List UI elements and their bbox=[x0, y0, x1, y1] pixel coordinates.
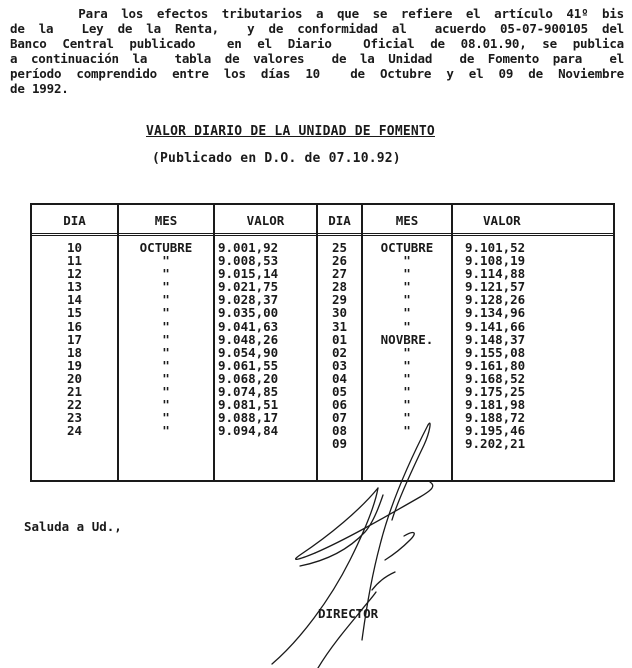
cell-dia: 19 bbox=[66, 357, 83, 373]
cell-valor: 9.101,52 bbox=[465, 240, 526, 255]
cell-mes: " bbox=[162, 397, 170, 413]
cell-dia: 06 bbox=[331, 397, 348, 413]
cell-valor: 9.061,55 bbox=[218, 357, 279, 373]
cell-valor: 9.041,63 bbox=[218, 318, 279, 334]
cell-mes: " bbox=[162, 370, 170, 386]
cell-dia: 22 bbox=[66, 397, 83, 413]
cell-mes: " bbox=[403, 423, 411, 439]
cell-dia: 23 bbox=[66, 410, 83, 426]
cell-mes: " bbox=[162, 253, 170, 269]
header-valor-left: VALOR bbox=[246, 213, 285, 228]
intro-line: período comprendido entre los días 10 de Octubre y el 09 de Noviembre bbox=[10, 66, 624, 81]
signature-title: DIRECTOR bbox=[318, 606, 379, 621]
cell-valor: 9.128,26 bbox=[465, 292, 526, 308]
cell-valor: 9.048,26 bbox=[218, 331, 279, 347]
cell-mes: " bbox=[162, 357, 170, 373]
cell-dia: 07 bbox=[331, 410, 348, 426]
cell-mes: " bbox=[162, 279, 170, 295]
cell-dia: 20 bbox=[66, 370, 83, 386]
cell-mes: " bbox=[403, 397, 411, 413]
cell-dia: 01 bbox=[331, 331, 348, 347]
intro-line: Banco Central publicado en el Diario Oficial de 08.01.90, se publica bbox=[10, 36, 624, 51]
cell-mes: " bbox=[162, 344, 170, 360]
cell-valor: 9.074,85 bbox=[218, 384, 279, 400]
cell-dia: 28 bbox=[331, 279, 348, 295]
cell-valor: 9.114,88 bbox=[465, 266, 526, 282]
header-dia-left: DIA bbox=[63, 213, 86, 228]
cell-mes: " bbox=[162, 266, 170, 282]
cell-valor: 9.195,46 bbox=[465, 423, 526, 439]
closing-salutation: Saluda a Ud., bbox=[24, 519, 122, 534]
cell-dia: 25 bbox=[331, 240, 348, 255]
cell-dia: 03 bbox=[331, 357, 348, 373]
cell-valor: 9.008,53 bbox=[218, 253, 279, 269]
cell-valor: 9.094,84 bbox=[218, 423, 279, 439]
cell-dia: 12 bbox=[66, 266, 83, 282]
document-title: VALOR DIARIO DE LA UNIDAD DE FOMENTO bbox=[146, 124, 435, 139]
cell-mes: " bbox=[162, 331, 170, 347]
cell-valor: 9.148,37 bbox=[465, 331, 526, 347]
intro-line: a continuación la tabla de valores de la Unidad de Fomento para el bbox=[10, 51, 624, 66]
cell-mes: " bbox=[403, 370, 411, 386]
cell-mes: " bbox=[403, 384, 411, 400]
document-subtitle: (Publicado en D.O. de 07.10.92) bbox=[152, 151, 401, 166]
cell-valor: 9.068,20 bbox=[218, 370, 279, 386]
cell-valor: 9.181,98 bbox=[465, 397, 526, 413]
cell-dia: 27 bbox=[331, 266, 348, 282]
cell-mes: " bbox=[403, 305, 411, 321]
cell-dia: 11 bbox=[66, 253, 83, 269]
cell-valor: 9.175,25 bbox=[465, 384, 526, 400]
cell-dia: 21 bbox=[66, 384, 83, 400]
cell-mes: OCTUBRE bbox=[380, 240, 434, 255]
header-dia-right: DIA bbox=[328, 213, 351, 228]
intro-line: Para los efectos tributarios a que se refiere el artículo 41º bis bbox=[10, 6, 624, 21]
cell-dia: 05 bbox=[331, 384, 348, 400]
cell-dia: 26 bbox=[331, 253, 348, 269]
cell-mes: " bbox=[162, 292, 170, 308]
cell-mes: " bbox=[403, 292, 411, 308]
cell-valor: 9.028,37 bbox=[218, 292, 279, 308]
cell-dia: 29 bbox=[331, 292, 348, 308]
cell-dia: 14 bbox=[66, 292, 83, 308]
cell-valor: 9.015,14 bbox=[218, 266, 279, 282]
cell-mes: " bbox=[403, 357, 411, 373]
cell-dia: 15 bbox=[66, 305, 83, 321]
cell-mes: OCTUBRE bbox=[139, 240, 193, 255]
cell-valor: 9.168,52 bbox=[465, 370, 526, 386]
cell-dia: 10 bbox=[66, 240, 83, 255]
cell-mes: " bbox=[403, 318, 411, 334]
cell-dia: 02 bbox=[331, 344, 348, 360]
cell-valor: 9.188,72 bbox=[465, 410, 526, 426]
cell-valor: 9.141,66 bbox=[465, 318, 526, 334]
cell-mes: " bbox=[403, 266, 411, 282]
cell-mes: " bbox=[403, 344, 411, 360]
cell-valor: 9.035,00 bbox=[218, 305, 279, 321]
header-mes-right: MES bbox=[395, 213, 419, 228]
cell-mes: " bbox=[162, 410, 170, 426]
cell-dia: 31 bbox=[331, 318, 348, 334]
cell-valor: 9.155,08 bbox=[465, 344, 526, 360]
cell-mes: " bbox=[162, 318, 170, 334]
cell-valor: 9.088,17 bbox=[218, 410, 279, 426]
cell-dia: 09 bbox=[331, 436, 348, 452]
cell-mes: " bbox=[162, 423, 170, 439]
cell-mes: " bbox=[162, 384, 170, 400]
cell-dia: 08 bbox=[331, 423, 348, 439]
cell-mes: " bbox=[403, 410, 411, 426]
cell-valor: 9.108,19 bbox=[465, 253, 526, 269]
cell-dia: 16 bbox=[66, 318, 83, 334]
cell-dia: 13 bbox=[66, 279, 83, 295]
cell-mes: " bbox=[403, 253, 411, 269]
intro-line: de 1992. bbox=[10, 81, 69, 96]
cell-valor: 9.161,80 bbox=[465, 357, 526, 373]
intro-line: de la Ley de la Renta, y de conformidad al acuerdo 05-07-900105 del bbox=[10, 21, 624, 36]
cell-valor: 9.021,75 bbox=[218, 279, 279, 295]
cell-dia: 04 bbox=[331, 370, 348, 386]
cell-dia: 17 bbox=[66, 331, 83, 347]
cell-dia: 30 bbox=[331, 305, 348, 321]
cell-mes: " bbox=[162, 305, 170, 321]
header-mes-left: MES bbox=[154, 213, 178, 228]
header-valor-right: VALOR bbox=[483, 213, 521, 228]
cell-valor: 9.121,57 bbox=[465, 279, 526, 295]
cell-mes: NOVBRE. bbox=[380, 331, 434, 347]
cell-valor: 9.134,96 bbox=[465, 305, 526, 321]
cell-dia: 24 bbox=[66, 423, 83, 439]
cell-valor: 9.202,21 bbox=[465, 436, 526, 452]
cell-mes: " bbox=[403, 279, 411, 295]
cell-dia: 18 bbox=[66, 344, 83, 360]
cell-valor: 9.081,51 bbox=[218, 397, 279, 413]
cell-valor: 9.001,92 bbox=[218, 240, 279, 255]
cell-valor: 9.054,90 bbox=[218, 344, 279, 360]
